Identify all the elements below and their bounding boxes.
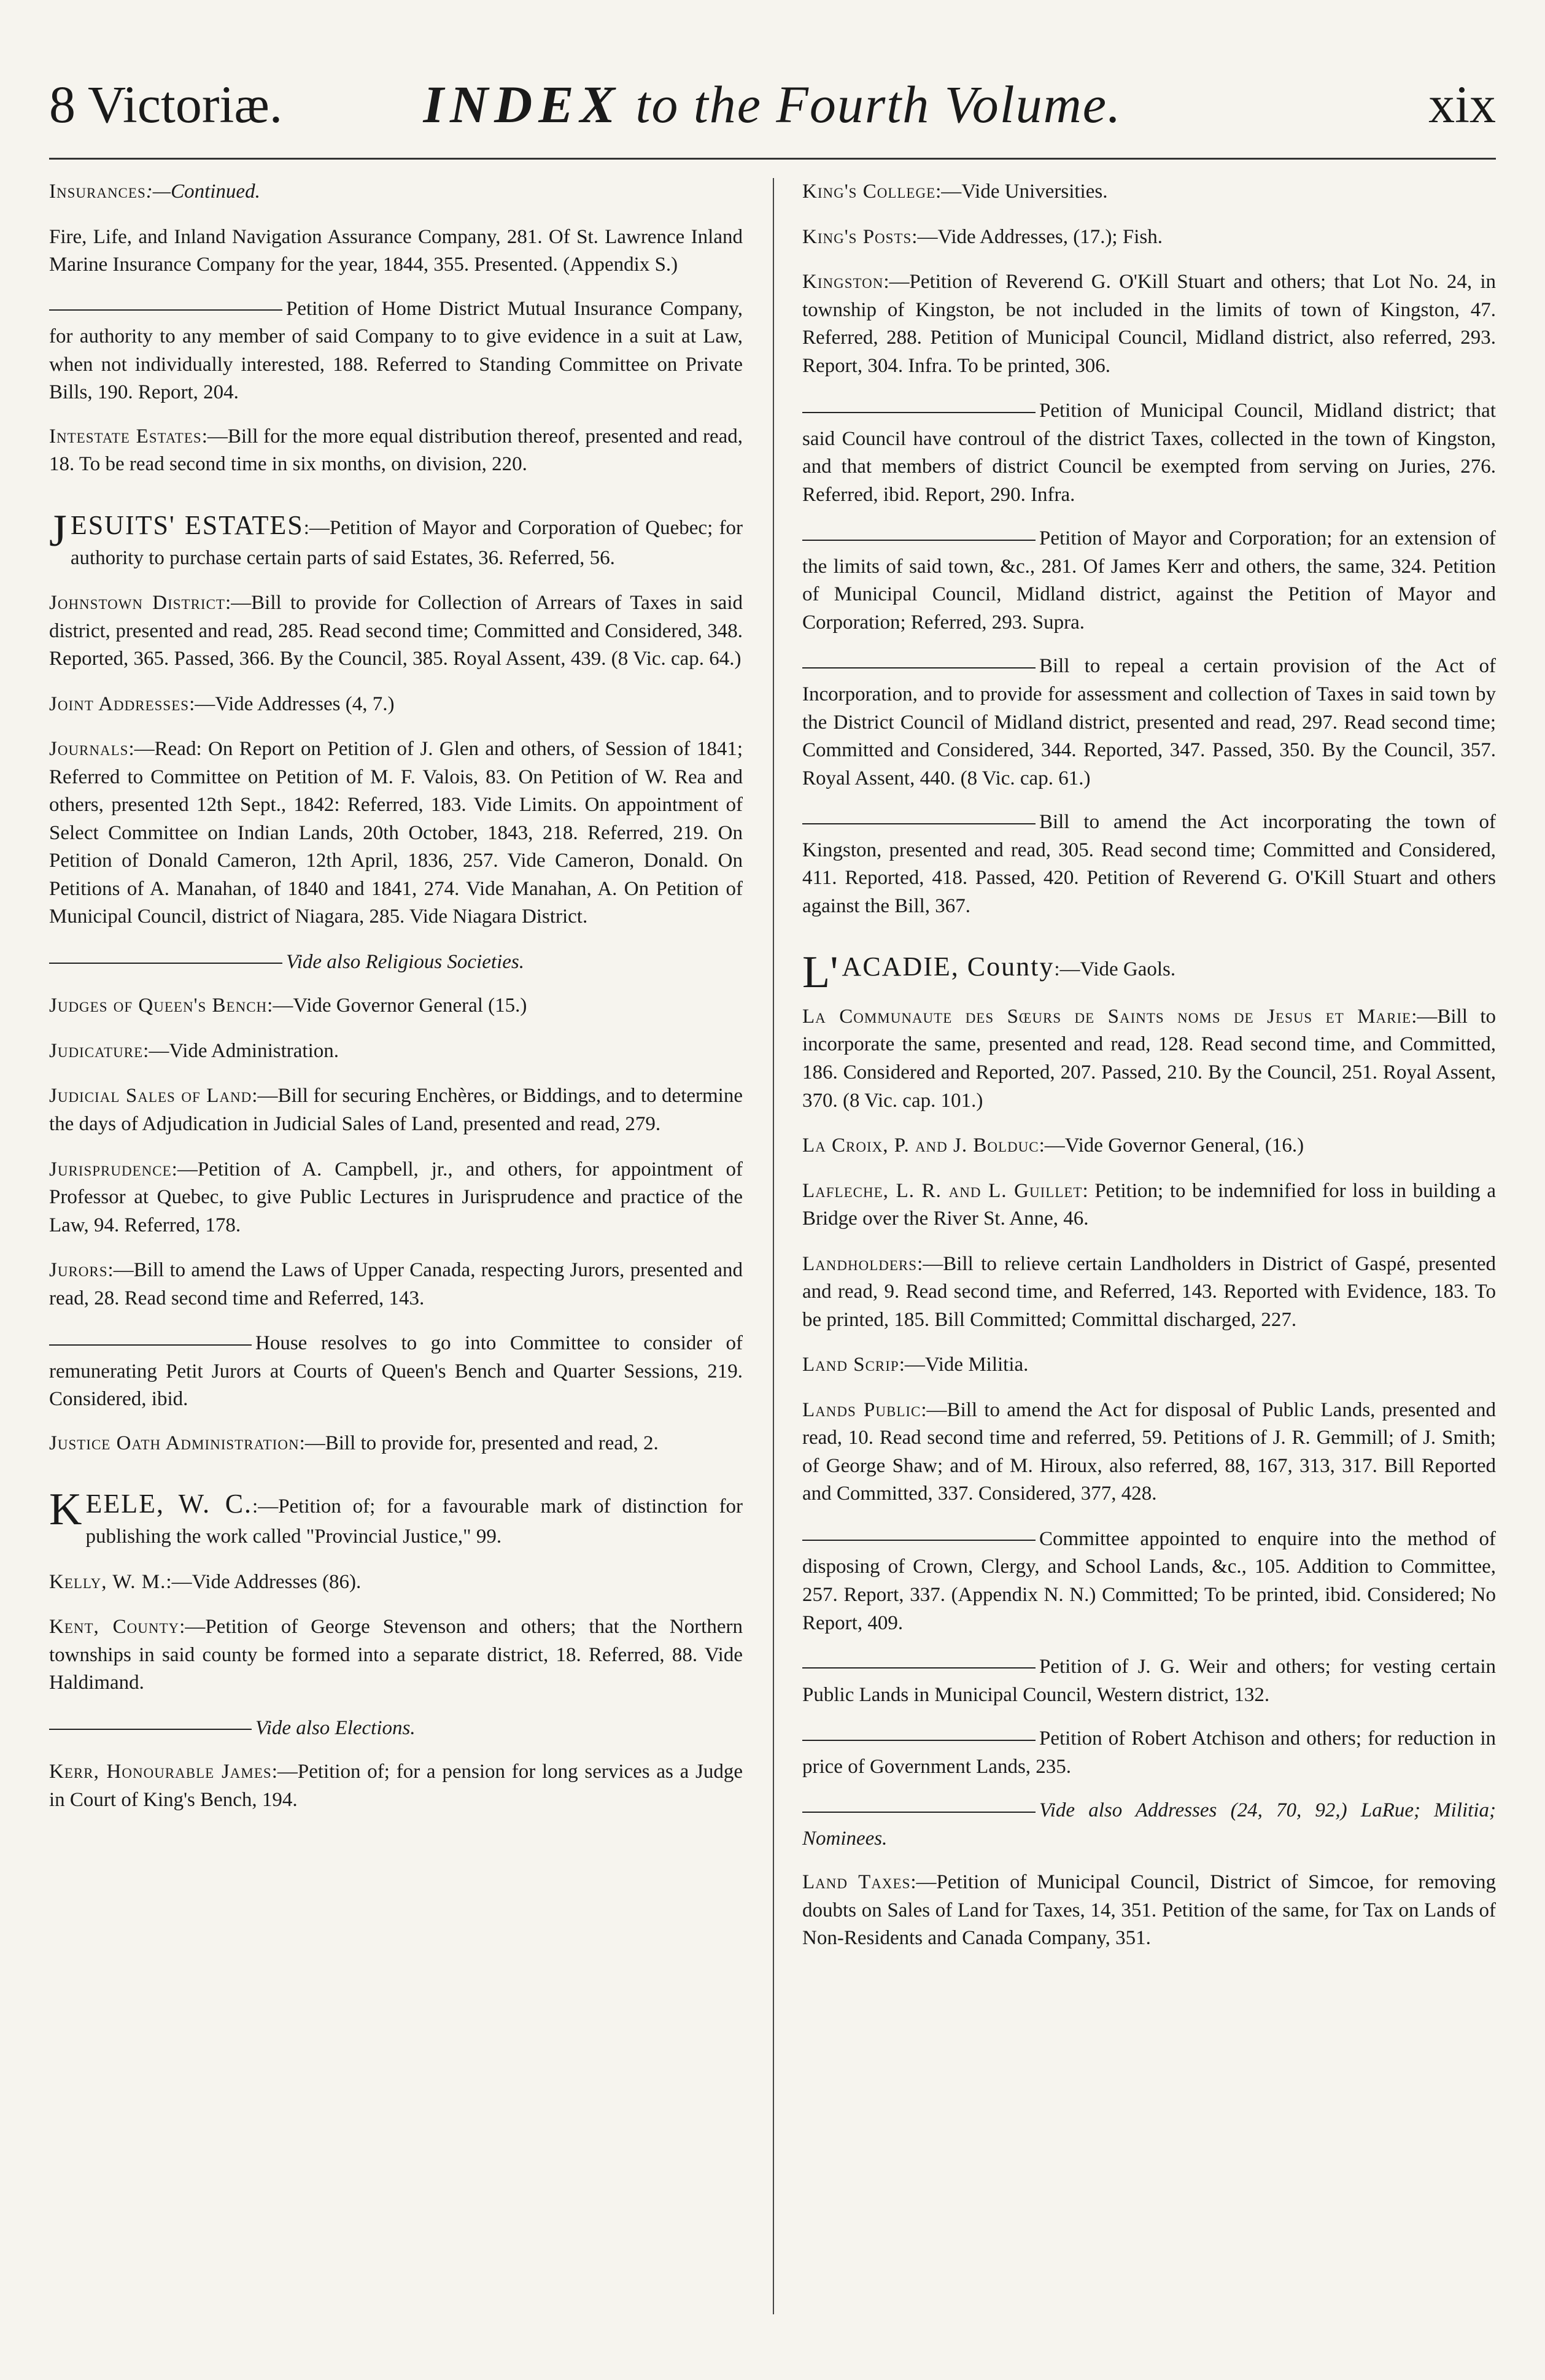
entry-kings-posts: King's Posts:—Vide Addresses, (17.); Fish. bbox=[802, 225, 1163, 248]
column-divider bbox=[773, 178, 774, 2314]
index-columns bbox=[49, 178, 1496, 2314]
entry-kent-county: Kent, County:—Petition of George Stevenson and others; that the Northern townships in said county be formed into a separate district, 18. Referred, 88. Vide Haldimand. bbox=[49, 1616, 743, 1694]
header-index-word: INDEX bbox=[423, 75, 621, 134]
ditto-rule bbox=[802, 1540, 1036, 1541]
entry-keele: KEELE, W. C.:—Petition of; for a favourable mark of distinction for publishing the work called "Provincial Justice," 99. bbox=[49, 1484, 743, 1548]
left-column bbox=[49, 178, 743, 2314]
entry-journals-sub: Vide also Religious Societies. bbox=[49, 948, 743, 977]
entry-judicature: Judicature:—Vide Administration. bbox=[49, 1039, 339, 1062]
entry-kingston-sub3: Bill to repeal a certain provision of the Act of Incorporation, and to provide for assessment and collection of Taxes in said town by the District Council of Midland district, presented and read, 297. Read second time; Committed and Considered, 344. Reported, 347. Passed, 350. By the Council, 357. Royal Assent, 440. (8 Vic. cap. 61.) bbox=[802, 655, 1496, 789]
entry-lafleche: Lafleche, L. R. and L. Guillet: Petition; to be indemnified for loss in building a Bridge over the River St. Anne, 46. bbox=[802, 1179, 1496, 1230]
entry-landholders: Landholders:—Bill to relieve certain Landholders in District of Gaspé, presented and read, 9. Read second time, and Referred, 143. Reported with Evidence, 183. To be printed, 185. Bill Committed; Committal discharged, 227. bbox=[802, 1252, 1496, 1331]
entry-lands-public: Lands Public:—Bill to amend the Act for disposal of Public Lands, presented and read, 10. Read second time and referred, 59. Petitions of J. R. Gemmill; of J. Smith; of George Shaw; and of M. Hiroux, also referred, 88, 167, 313, 317. Bill Reported and Committed, 337. Considered, 377, 428. bbox=[802, 1398, 1496, 1505]
ditto-rule bbox=[802, 412, 1036, 413]
header-rule bbox=[49, 158, 1496, 160]
entry-lands-public-sub4: Vide also Addresses (24, 70, 92,) LaRue; Militia; Nominees. bbox=[802, 1799, 1496, 1850]
entry-lands-public-sub2: Petition of J. G. Weir and others; for vesting certain Public Lands in Municipal Council, Western district, 132. bbox=[802, 1656, 1496, 1706]
entry-kingston: Kingston:—Petition of Reverend G. O'Kill Stuart and others; that Lot No. 24, in township of Kingston, be not included in the limits of town of Kingston, 47. Referred, 288. Petition of Municipal Council, Midland district, also referred, 293. Report, 304. Infra. To be printed, 306. bbox=[802, 271, 1496, 377]
entry-lacadie-county: L' ACADIE, County:—Vide Gaols. bbox=[802, 947, 1176, 998]
ditto-rule bbox=[802, 823, 1036, 824]
entry-land-scrip: Land Scrip:—Vide Militia. bbox=[802, 1354, 1029, 1376]
entry-lands-public-sub1: Committee appointed to enquire into the method of disposing of Crown, Clergy, and School Lands, &c., 105. Addition to Committee, 257. Report, 337. (Appendix N. N.) Committed; To be printed, ibid. Considered; No Report, 409. bbox=[802, 1527, 1496, 1634]
entry-johnstown-district: Johnstown District:—Bill to provide for Collection of Arrears of Taxes in said district, presented and read, 285. Read second time; Committed and Considered, 348. Reported, 365. Passed, 366. By the Council, 385. Royal Assent, 439. (8 Vic. cap. 64.) bbox=[49, 592, 743, 670]
ditto-rule bbox=[49, 1344, 252, 1346]
page-header bbox=[49, 68, 1496, 160]
entry-kingston-sub2: Petition of Mayor and Corporation; for an extension of the limits of said town, &c., 281. Of James Kerr and others, the same, 324. Petition of Municipal Council, Midland district, against the Petition of Mayor and Corporation; Referred, 293. Supra. bbox=[802, 527, 1496, 634]
header-title-rest: to the Fourth Volume. bbox=[635, 75, 1122, 134]
ditto-rule bbox=[802, 540, 1036, 541]
ditto-rule bbox=[802, 1740, 1036, 1741]
entry-kerr: Kerr, Honourable James:—Petition of; for a pension for long services as a Judge in Court of King's Bench, 194. bbox=[49, 1761, 743, 1811]
entry-lands-public-sub3: Petition of Robert Atchison and others; for reduction in price of Government Lands, 235. bbox=[802, 1727, 1496, 1778]
entry-kelly: Kelly, W. M.:—Vide Addresses (86). bbox=[49, 1570, 362, 1593]
entry-judges-queens-bench: Judges of Queen's Bench:—Vide Governor General (15.) bbox=[49, 994, 527, 1017]
entry-kent-county-sub: Vide also Elections. bbox=[49, 1715, 743, 1743]
entry-kingston-sub4: Bill to amend the Act incorporating the town of Kingston, presented and read, 305. Read second time; Committed and Considered, 411. Reported, 418. Passed, 420. Petition of Reverend G. O'Kill Stuart and others against the Bill, 367. bbox=[802, 811, 1496, 917]
right-column bbox=[802, 178, 1496, 2314]
entry-justice-oath: Justice Oath Administration:—Bill to provide for, presented and read, 2. bbox=[49, 1432, 659, 1454]
ditto-rule bbox=[49, 963, 282, 964]
entry-judicial-sales: Judicial Sales of Land:—Bill for securing Enchères, or Biddings, and to determine the days of Adjudication in Judicial Sales of Land, presented and read, 279. bbox=[49, 1085, 743, 1135]
entry-joint-addresses: Joint Addresses:—Vide Addresses (4, 7.) bbox=[49, 692, 395, 715]
entry-la-croix: La Croix, P. and J. Bolduc:—Vide Governor General, (16.) bbox=[802, 1134, 1304, 1157]
entry-jurisprudence: Jurisprudence:—Petition of A. Campbell, jr., and others, for appointment of Professor at Quebec, to give Public Lectures in Jurisprudence and practice of the Law, 94. Referred, 178. bbox=[49, 1158, 743, 1236]
entry-land-taxes: Land Taxes:—Petition of Municipal Council, District of Simcoe, for removing doubts on Sales of Land for Taxes, 14, 351. Petition of the same, for Tax on Lands of Non-Residents and Canada Company, 351. bbox=[802, 1871, 1496, 1950]
entry-insurances: Insurances:—Continued. bbox=[49, 180, 260, 203]
ditto-rule bbox=[802, 667, 1036, 669]
entry-journals: Journals:—Read: On Report on Petition of J. Glen and others, of Session of 1841; Referred to Committee on Petition of M. F. Valois, 83. On Petition of W. Rea and others, presented 12th Sept., 1842: Referred, 183. Vide Limits. On appointment of Select Committee on Indian Lands, 20th October, 1843, 218. Referred, 219. On Petition of Donald Cameron, 12th April, 1836, 257. Vide Cameron, Donald. On Petitions of A. Manahan, of 1840 and 1841, 274. Vide Manahan, A. On Petition of Municipal Council, district of Niagara, 285. Vide Niagara District. bbox=[49, 738, 743, 928]
entry-jesuits-estates: JESUITS' ESTATES:—Petition of Mayor and Corporation of Quebec; for authority to purchase certain parts of said Estates, 36. Referred, 56. bbox=[49, 505, 743, 569]
entry-intestate-estates: Intestate Estates:—Bill for the more equal distribution thereof, presented and read, 18. To be read second time in six months, on division, 220. bbox=[49, 425, 743, 476]
entry-kings-college: King's College:—Vide Universities. bbox=[802, 180, 1108, 203]
header-page-number: xix bbox=[1428, 75, 1496, 134]
entry-insurances-sub2: Petition of Home District Mutual Insurance Company, for authority to any member of said Company to to give evidence in a suit at Law, when not individually interested, 188. Referred to Standing Committee on Private Bills, 190. Report, 204. bbox=[49, 297, 743, 404]
ditto-rule bbox=[802, 1667, 1036, 1669]
ditto-rule bbox=[802, 1812, 1036, 1813]
entry-insurances-sub1: Fire, Life, and Inland Navigation Assurance Company, 281. Of St. Lawrence Inland Marine Insurance Company for the year, 1844, 355. Presented. (Appendix S.) bbox=[49, 225, 743, 276]
header-title bbox=[49, 74, 1496, 135]
entry-la-communaute: La Communaute des Sœurs de Saints noms de Jesus et Marie:—Bill to incorporate the same, presented and read, 128. Read second time, and Committed, 186. Considered and Reported, 207. Passed, 210. By the Council, 251. Royal Assent, 370. (8 Vic. cap. 101.) bbox=[802, 1005, 1496, 1112]
header-session: 8 Victoriæ. bbox=[49, 75, 283, 134]
entry-jurors: Jurors:—Bill to amend the Laws of Upper Canada, respecting Jurors, presented and read, 28. Read second time and Referred, 143. bbox=[49, 1259, 743, 1309]
ditto-rule bbox=[49, 1729, 252, 1730]
ditto-rule bbox=[49, 309, 282, 311]
entry-kingston-sub1: Petition of Municipal Council, Midland district; that said Council have controul of the district Taxes, collected in the town of Kingston, and that members of district Council be exempted from serving on Juries, 276. Referred, ibid. Report, 290. Infra. bbox=[802, 400, 1496, 506]
entry-jurors-sub: House resolves to go into Committee to consider of remunerating Petit Jurors at Courts of Queen's Bench and Quarter Sessions, 219. Considered, ibid. bbox=[49, 1332, 743, 1411]
